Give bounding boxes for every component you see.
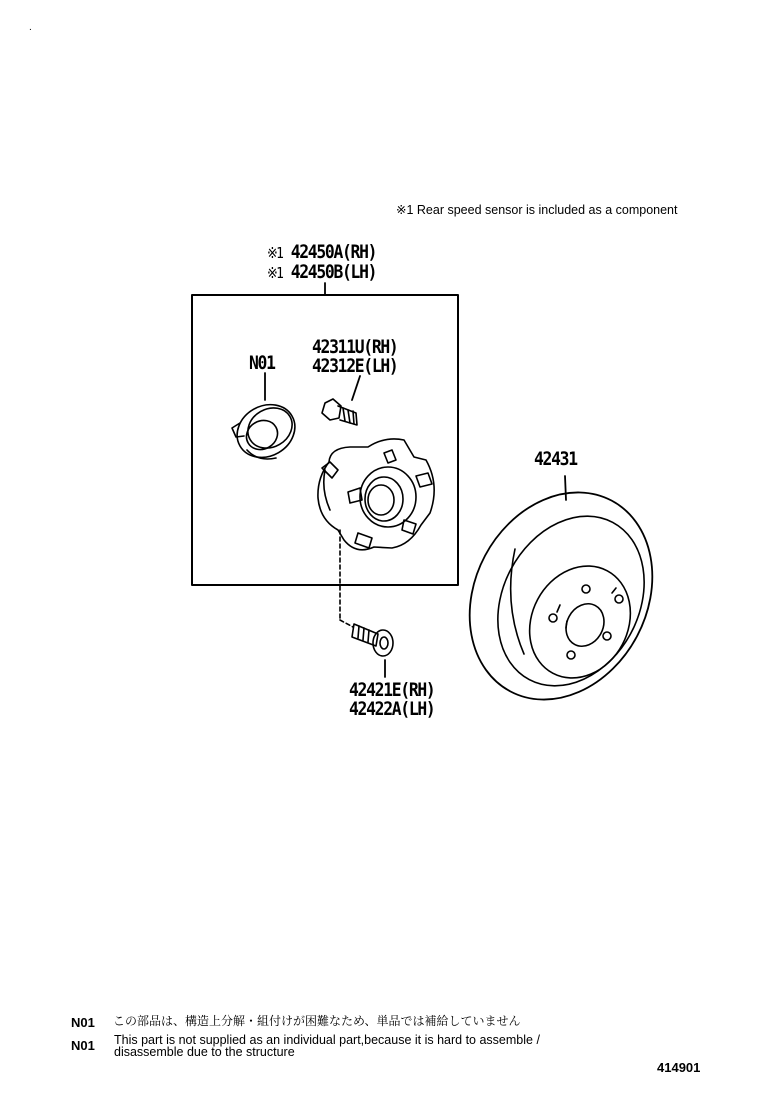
hub-bolt	[352, 624, 393, 677]
footnote-text-en: This part is not supplied as an individual part,because it is hard to assemble /	[114, 1033, 540, 1047]
label-bolt-rh: 42311U(RH)	[312, 336, 398, 358]
component-note: ※1 Rear speed sensor is included as a component	[396, 203, 678, 217]
label-n01: N01	[249, 352, 275, 374]
part-number: 42450A(RH)	[290, 241, 377, 263]
label-hub-bolt-rh: 42421E(RH)	[349, 679, 435, 701]
diagram-number: 414901	[657, 1060, 701, 1075]
assembly-part-number-rh	[267, 242, 376, 263]
assembly-part-number-lh	[267, 262, 376, 283]
hub-bearing	[318, 439, 434, 550]
part-number: 42450B(LH)	[290, 261, 377, 283]
label-bolt-lh: 42312E(LH)	[312, 355, 398, 377]
footnote-text-jp: この部品は、構造上分解・組付けが困難なため、単品では補給していません	[113, 1014, 521, 1028]
footnote-marker: ※1	[267, 244, 283, 262]
footnote-text-en-line2: disassemble due to the structure	[114, 1045, 295, 1059]
speed-sensor-ring	[228, 373, 305, 468]
label-brake-disc: 42431	[534, 448, 577, 470]
hub-mounting-bolt	[322, 376, 360, 425]
footnote-code-en: N01	[71, 1038, 95, 1053]
brake-disc	[434, 460, 687, 731]
footnote-marker: ※1	[267, 264, 283, 282]
corner-dot: .	[29, 22, 32, 33]
label-hub-bolt-lh: 42422A(LH)	[349, 698, 435, 720]
footnote-code-jp: N01	[71, 1015, 95, 1030]
